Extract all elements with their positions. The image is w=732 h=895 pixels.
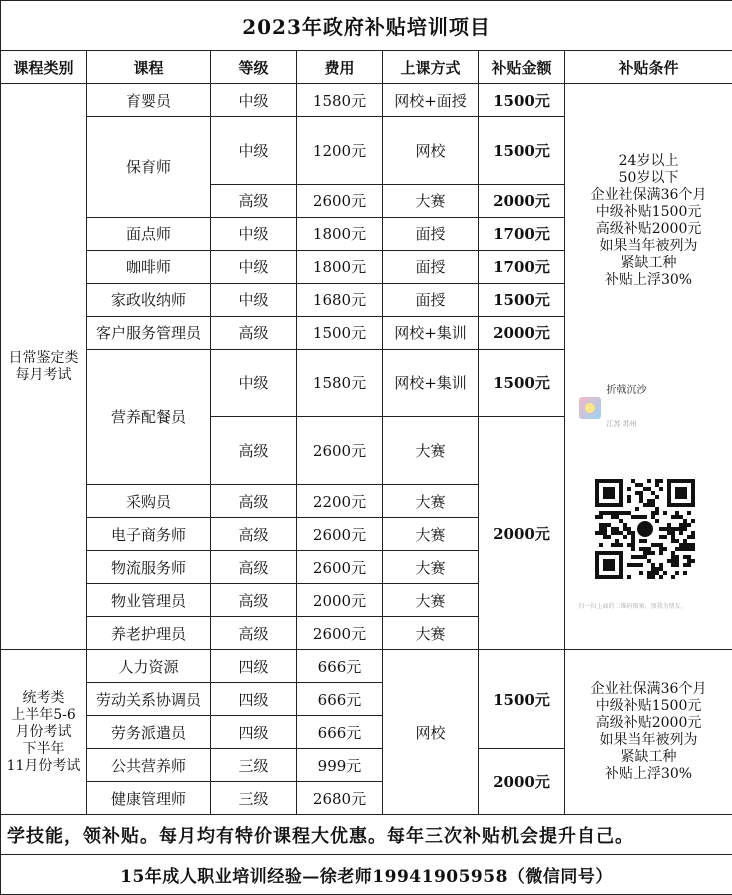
amount-cell: 1500元: [479, 117, 565, 185]
mode-cell: 大赛: [383, 617, 479, 650]
level-cell: 四级: [211, 683, 297, 716]
mode-cell: 网校+面授: [383, 84, 479, 117]
wechat-qr-card: [579, 348, 719, 632]
course-cell: 家政收纳师: [87, 283, 211, 316]
mode-merged: 网校: [383, 650, 479, 815]
level-cell: 高级: [211, 617, 297, 650]
course-cell: 劳动关系协调员: [87, 683, 211, 716]
level-cell: 四级: [211, 716, 297, 749]
amount-cell: 2000元: [479, 184, 565, 217]
fee-cell: 1500元: [297, 316, 383, 349]
course-cell: 面点师: [87, 217, 211, 250]
condition-daily: [565, 84, 732, 650]
qr-name: 折戟沉沙: [607, 382, 647, 399]
qr-note: 扫一扫上面的二维码图案，加我为朋友。: [579, 598, 719, 615]
course-cell: 物流服务师: [87, 551, 211, 584]
course-cell: 客户服务管理员: [87, 316, 211, 349]
level-cell: 高级: [211, 417, 297, 485]
fee-cell: 1800元: [297, 250, 383, 283]
level-cell: 三级: [211, 749, 297, 782]
amount-cell: 1500元: [479, 283, 565, 316]
fee-cell: 2600元: [297, 551, 383, 584]
qr-code-icon: [589, 479, 701, 579]
fee-cell: 2200元: [297, 485, 383, 518]
course-cell: 物业管理员: [87, 584, 211, 617]
level-cell: 中级: [211, 283, 297, 316]
fee-cell: 999元: [297, 749, 383, 782]
fee-cell: 2600元: [297, 617, 383, 650]
level-cell: 高级: [211, 485, 297, 518]
category-daily: 日常鉴定类 每月考试: [1, 84, 87, 650]
mode-cell: 大赛: [383, 184, 479, 217]
mode-cell: 大赛: [383, 485, 479, 518]
qr-location: 江苏 苏州: [607, 416, 647, 433]
category-unified: 统考类 上半年5-6 月份考试 下半年 11月份考试: [1, 650, 87, 815]
course-cell: 育婴员: [87, 84, 211, 117]
fee-cell: 1200元: [297, 117, 383, 185]
contact-line: 15年成人职业培训经验—徐老师19941905958（微信同号）: [1, 855, 732, 895]
amount-merged: 2000元: [479, 749, 565, 815]
condition-text: 24岁以上 50岁以下 企业社保满36个月 中级补贴1500元 高级补贴2000元 如果当年被列为 紧缺工种 补贴上浮30%: [565, 101, 732, 289]
mode-cell: 面授: [383, 250, 479, 283]
course-cell: 劳务派遣员: [87, 716, 211, 749]
level-cell: 中级: [211, 84, 297, 117]
level-cell: 高级: [211, 316, 297, 349]
mode-cell: 网校+集训: [383, 316, 479, 349]
fee-cell: 2600元: [297, 417, 383, 485]
course-cell: 养老护理员: [87, 617, 211, 650]
course-cell: 营养配餐员: [87, 349, 211, 484]
condition-unified: 企业社保满36个月 中级补贴1500元 高级补贴2000元 如果当年被列为 紧缺工种 补贴上浮30%: [565, 650, 732, 815]
header-category: 课程类别: [1, 51, 87, 84]
header-fee: 费用: [297, 51, 383, 84]
course-cell: 人力资源: [87, 650, 211, 683]
header-course: 课程: [87, 51, 211, 84]
level-cell: 中级: [211, 217, 297, 250]
header-condition: 补贴条件: [565, 51, 732, 84]
level-cell: 高级: [211, 551, 297, 584]
fee-cell: 666元: [297, 650, 383, 683]
header-amount: 补贴金额: [479, 51, 565, 84]
amount-cell: 1700元: [479, 250, 565, 283]
fee-cell: 1580元: [297, 349, 383, 417]
fee-cell: 2600元: [297, 518, 383, 551]
level-cell: 中级: [211, 250, 297, 283]
amount-merged: 1500元: [479, 650, 565, 749]
amount-cell: 1700元: [479, 217, 565, 250]
amount-merged: 2000元: [479, 417, 565, 650]
page-title: 2023年政府补贴培训项目: [1, 1, 732, 51]
level-cell: 高级: [211, 184, 297, 217]
slogan: 学技能，领补贴。每月均有特价课程大优惠。每年三次补贴机会提升自己。: [1, 815, 732, 855]
mode-cell: 面授: [383, 283, 479, 316]
course-cell: 保育师: [87, 117, 211, 218]
course-cell: 采购员: [87, 485, 211, 518]
amount-cell: 2000元: [479, 316, 565, 349]
avatar: [579, 397, 601, 419]
qr-profile: [579, 365, 719, 450]
level-cell: 中级: [211, 349, 297, 417]
fee-cell: 1580元: [297, 84, 383, 117]
header-mode: 上课方式: [383, 51, 479, 84]
level-cell: 高级: [211, 584, 297, 617]
amount-cell: 1500元: [479, 84, 565, 117]
level-cell: 三级: [211, 782, 297, 815]
mode-cell: 网校+集训: [383, 349, 479, 417]
fee-cell: 1680元: [297, 283, 383, 316]
amount-cell: 1500元: [479, 349, 565, 417]
course-cell: 公共营养师: [87, 749, 211, 782]
mode-cell: 大赛: [383, 551, 479, 584]
level-cell: 中级: [211, 117, 297, 185]
mode-cell: 大赛: [383, 584, 479, 617]
mode-cell: 面授: [383, 217, 479, 250]
fee-cell: 2000元: [297, 584, 383, 617]
level-cell: 高级: [211, 518, 297, 551]
level-cell: 四级: [211, 650, 297, 683]
fee-cell: 666元: [297, 716, 383, 749]
mode-cell: 大赛: [383, 518, 479, 551]
course-cell: 电子商务师: [87, 518, 211, 551]
fee-cell: 666元: [297, 683, 383, 716]
mode-cell: 大赛: [383, 417, 479, 485]
fee-cell: 2600元: [297, 184, 383, 217]
fee-cell: 2680元: [297, 782, 383, 815]
course-cell: 咖啡师: [87, 250, 211, 283]
mode-cell: 网校: [383, 117, 479, 185]
course-cell: 健康管理师: [87, 782, 211, 815]
fee-cell: 1800元: [297, 217, 383, 250]
header-level: 等级: [211, 51, 297, 84]
